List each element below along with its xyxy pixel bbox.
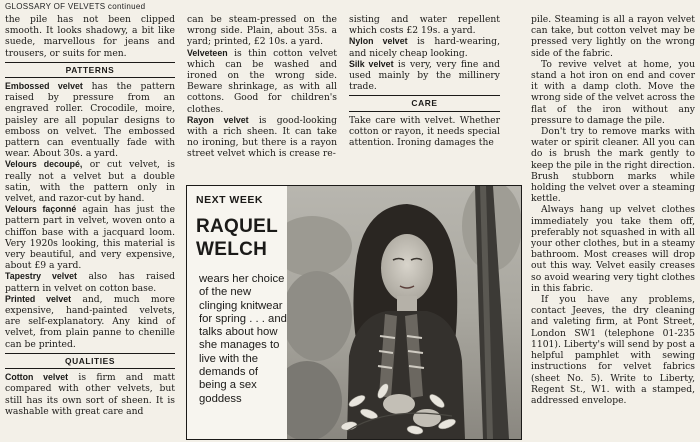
glossary-definition: also has raised pattern in velvet on cotton base. <box>5 271 176 294</box>
glossary-entry-silk <box>349 59 500 93</box>
section-heading-qualities: QUALITIES <box>5 353 175 369</box>
column-2 <box>187 14 337 160</box>
promo-name <box>196 215 288 261</box>
running-header: GLOSSARY OF VELVETS continued <box>5 2 146 11</box>
glossary-entry-tapestry <box>5 271 175 293</box>
paragraph: Take care with velvet. Whether cotton or rayon, it needs special attention. Ironing damages the <box>349 114 500 149</box>
glossary-entry-printed <box>5 294 175 350</box>
glossary-definition: again has just the pattern part in velvet, woven onto a chiffon base with a jacquard loom. Very 1920s looking, this material is very beautiful, and very expensive, about £9 a yard. <box>5 204 176 272</box>
paragraph: If you have any problems, contact Jeeves, the dry cleaning and valeting firm, at Pont Street, London SW1 (telephone 01-235 1101). Liberty's will send by post a helpful pamphlet with sewing instructions for velvet fabrics (sheet No. 5). Write to Liberty, Regent St., W1. with a stamped, addressed envelope. <box>531 294 695 406</box>
glossary-term: Cotton velvet <box>5 372 69 383</box>
section-heading-care: CARE <box>349 95 500 111</box>
glossary-term: Velveteen <box>187 47 228 58</box>
glossary-term: Rayon velvet <box>187 114 249 125</box>
woman-with-flowers-photo <box>287 186 521 439</box>
promo-photo <box>287 186 521 439</box>
column-3 <box>349 14 500 148</box>
promo-blurb: wears her choice of the new clinging knitwear for spring . . . and talks about how she manages to live with the demands of being a sex goddess <box>199 273 287 405</box>
paragraph: Always hang up velvet clothes immediately you take them off, preferably not squashed in with all your other clothes, but in a steamy bathroom. Most creases will drop out this way. Velvet easily creases so avoid wearing very tight clothes in this fabric. <box>531 204 695 294</box>
promo-text <box>196 194 288 406</box>
promo-name-line: WELCH <box>196 239 268 260</box>
glossary-entry-faconne <box>5 204 175 271</box>
glossary-entry-embossed <box>5 81 175 159</box>
glossary-entry-velveteen <box>187 48 337 115</box>
glossary-definition: is firm and matt compared with other velvets, but still has its own sort of sheen. It is washable with great care and <box>5 372 175 417</box>
glossary-term: Embossed velvet <box>5 81 83 92</box>
glossary-definition: is very, very fine and used mainly by the millinery trade. <box>349 58 500 93</box>
column-1 <box>5 14 175 417</box>
glossary-entry-nylon <box>349 36 500 58</box>
glossary-definition: or cut velvet, is really not a velvet but a double satin, with the pattern only in velvet, and razor-cut by hand. <box>5 159 175 205</box>
section-heading-patterns: PATTERNS <box>5 62 175 78</box>
column-4 <box>531 14 695 406</box>
glossary-term: Tapestry velvet <box>5 271 77 282</box>
glossary-term: Silk velvet <box>349 58 394 69</box>
paragraph: Don't try to remove marks with water or spirit cleaner. All you can do is brush the mark gently to keep the pile in the right direction. Brush stubborn marks while holding the velvet over a steaming kettle. <box>531 126 695 205</box>
paragraph: To revive velvet at home, you stand a hot iron on end and cover it with a damp cloth. Move the wrong side of the velvet across the flat of the iron without any pressure to damage the pile. <box>531 58 695 126</box>
promo-name-line: RAQUEL <box>196 216 279 237</box>
glossary-entry-cotton <box>5 372 175 417</box>
glossary-definition: is hard-wearing, and nicely cheap looking. <box>349 36 500 59</box>
paragraph: the pile has not been clipped smooth. It looks shadowy, a bit like suede, marvellous for jeans and trousers, or suits for men. <box>5 14 175 59</box>
glossary-definition: is thin cotton velvet which can be washed and ironed on the wrong side. Beware shrinkage, as with all cottons. Good for children's clothes. <box>187 47 337 115</box>
promo-kicker: NEXT WEEK <box>196 194 263 206</box>
glossary-term: Printed velvet <box>5 293 72 304</box>
paragraph: sisting and water repellent which costs £2 19s. a yard. <box>349 14 500 37</box>
glossary-definition: and, much more expensive, hand-painted velvets, are self-explanatory. Any kind of velvet, from plain panne to chenille can be printed. <box>5 293 175 350</box>
glossary-term: Velours façonné <box>5 204 77 215</box>
glossary-definition: is good-looking with a rich sheen. It can take no ironing, but there is a rayon street velvet which is crease re- <box>187 114 337 160</box>
glossary-term: Velours decoupé, <box>5 159 83 170</box>
glossary-entry-rayon <box>187 115 337 160</box>
paragraph: can be steam-pressed on the wrong side. Plain, about 35s. a yard; printed, £2 10s. a yard. <box>187 14 337 48</box>
paragraph: pile. Steaming is all a rayon velvet can take, but cotton velvet may be pressed very lightly on the wrong side of the fabric. <box>531 14 695 59</box>
glossary-definition: has the pattern raised by pressure from an engraved roller. Crocodile, moire, paisley are all popular designs to emboss on velvet. The embossed pattern can eventually fade with wear. About 30s. a yard. <box>5 81 176 160</box>
next-week-promo-box <box>186 185 522 440</box>
glossary-entry-decoupe <box>5 159 175 204</box>
glossary-term: Nylon velvet <box>349 36 408 47</box>
